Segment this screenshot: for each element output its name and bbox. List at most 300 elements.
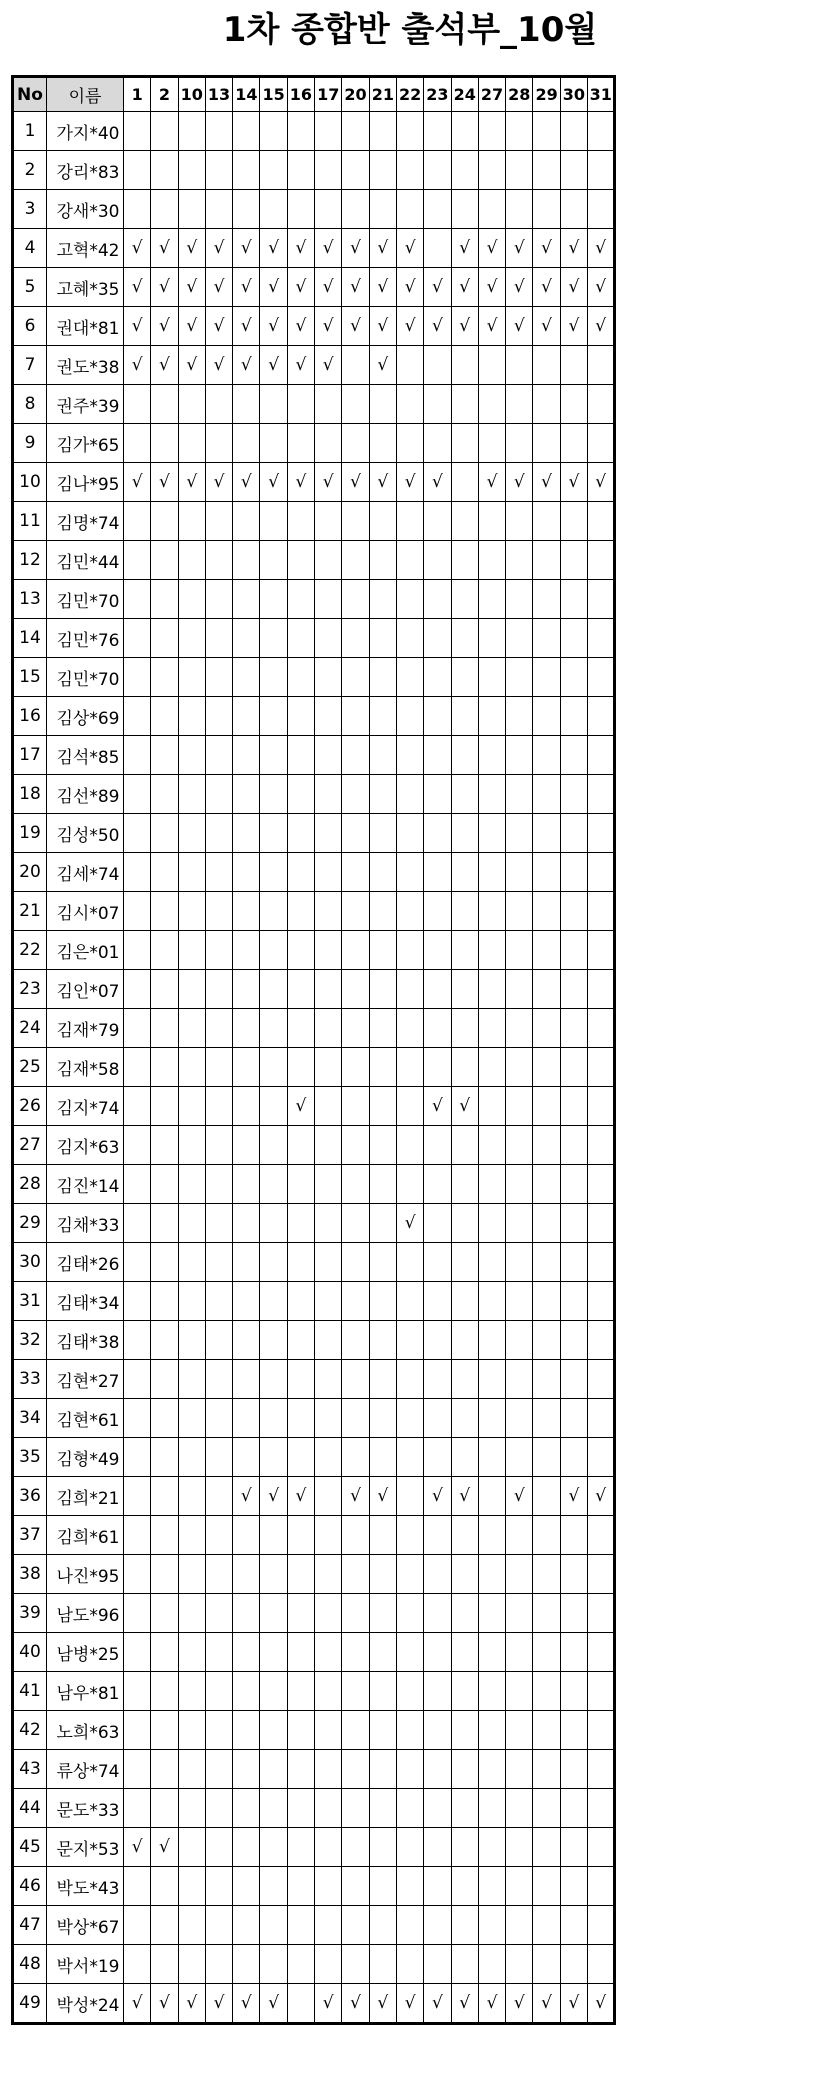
attendance-cell-28 [506,1594,533,1633]
attendance-cell-15 [260,190,287,229]
attendance-cell-13 [205,190,232,229]
attendance-cell-2 [151,424,178,463]
attendance-cell-1 [124,151,151,190]
attendance-cell-28 [506,1165,533,1204]
attendance-cell-16 [287,1048,314,1087]
attendance-cell-10 [178,1594,205,1633]
attendance-cell-30: √ [560,1984,587,2024]
attendance-cell-10 [178,1477,205,1516]
attendance-cell-29 [533,346,560,385]
table-row [13,1672,615,1711]
attendance-cell-31 [588,658,615,697]
attendance-cell-2 [151,970,178,1009]
attendance-cell-24 [451,385,478,424]
attendance-cell-22 [396,1438,423,1477]
attendance-cell-22 [396,1243,423,1282]
attendance-cell-16 [287,1633,314,1672]
attendance-cell-29 [533,580,560,619]
table-row [13,1945,615,1984]
attendance-cell-14 [233,892,260,931]
student-name: 김희*21 [47,1477,124,1516]
student-name: 남우*81 [47,1672,124,1711]
attendance-cell-31 [588,892,615,931]
attendance-cell-14 [233,1360,260,1399]
table-row [13,697,615,736]
attendance-cell-10 [178,775,205,814]
attendance-cell-24: √ [451,268,478,307]
attendance-cell-24 [451,1321,478,1360]
attendance-cell-13 [205,1048,232,1087]
row-number: 31 [13,1282,47,1321]
attendance-cell-1 [124,1477,151,1516]
attendance-cell-28 [506,1633,533,1672]
attendance-cell-30 [560,502,587,541]
attendance-cell-24 [451,424,478,463]
attendance-cell-24 [451,619,478,658]
attendance-cell-2 [151,697,178,736]
attendance-cell-16 [287,1711,314,1750]
table-row [13,580,615,619]
attendance-cell-14 [233,112,260,151]
attendance-cell-31 [588,1516,615,1555]
attendance-cell-14: √ [233,1984,260,2024]
attendance-cell-30 [560,1321,587,1360]
attendance-cell-15 [260,658,287,697]
attendance-cell-29 [533,1360,560,1399]
attendance-cell-29 [533,1282,560,1321]
student-name: 고혁*42 [47,229,124,268]
attendance-cell-23 [424,1321,451,1360]
table-row [13,268,615,307]
attendance-cell-10 [178,1282,205,1321]
attendance-cell-22 [396,775,423,814]
table-row [13,1126,615,1165]
attendance-cell-28 [506,190,533,229]
attendance-cell-24 [451,1594,478,1633]
attendance-cell-20 [342,1009,369,1048]
table-row [13,775,615,814]
student-name: 고혜*35 [47,268,124,307]
attendance-cell-10: √ [178,1984,205,2024]
attendance-cell-20 [342,541,369,580]
attendance-cell-31 [588,1282,615,1321]
header-day-2: 2 [151,77,178,112]
row-number: 29 [13,1204,47,1243]
attendance-cell-22: √ [396,268,423,307]
student-name: 김나*95 [47,463,124,502]
attendance-cell-20 [342,1282,369,1321]
attendance-cell-17 [315,1321,342,1360]
attendance-cell-20 [342,1555,369,1594]
attendance-cell-1 [124,112,151,151]
table-row [13,541,615,580]
attendance-cell-22 [396,1399,423,1438]
attendance-cell-27 [478,658,505,697]
attendance-cell-13 [205,1360,232,1399]
attendance-cell-23 [424,1594,451,1633]
attendance-cell-31 [588,580,615,619]
attendance-cell-2: √ [151,268,178,307]
attendance-cell-1 [124,658,151,697]
attendance-cell-30: √ [560,229,587,268]
attendance-cell-15 [260,1945,287,1984]
attendance-cell-31 [588,1321,615,1360]
attendance-cell-23 [424,229,451,268]
attendance-cell-2 [151,1555,178,1594]
attendance-cell-27 [478,1789,505,1828]
attendance-cell-20 [342,424,369,463]
attendance-cell-30 [560,1126,587,1165]
attendance-cell-17: √ [315,229,342,268]
attendance-cell-15 [260,1204,287,1243]
attendance-cell-2 [151,1243,178,1282]
attendance-cell-15 [260,1555,287,1594]
attendance-cell-31: √ [588,463,615,502]
attendance-cell-22 [396,970,423,1009]
attendance-cell-31: √ [588,1984,615,2024]
attendance-cell-23 [424,1633,451,1672]
header-no: No [13,77,47,112]
attendance-cell-20 [342,1321,369,1360]
attendance-cell-17 [315,1633,342,1672]
attendance-cell-20 [342,151,369,190]
attendance-cell-23: √ [424,268,451,307]
attendance-cell-17 [315,112,342,151]
table-row [13,1321,615,1360]
attendance-cell-15: √ [260,229,287,268]
attendance-cell-17 [315,580,342,619]
attendance-cell-31 [588,931,615,970]
row-number: 32 [13,1321,47,1360]
attendance-cell-28 [506,1750,533,1789]
attendance-cell-14 [233,1945,260,1984]
attendance-cell-20 [342,385,369,424]
table-row [13,1087,615,1126]
attendance-cell-2 [151,112,178,151]
row-number: 20 [13,853,47,892]
attendance-cell-14 [233,853,260,892]
attendance-cell-1: √ [124,1828,151,1867]
attendance-cell-10 [178,1399,205,1438]
attendance-cell-24 [451,1516,478,1555]
attendance-cell-15 [260,502,287,541]
attendance-cell-24 [451,1009,478,1048]
attendance-cell-29 [533,385,560,424]
attendance-cell-15 [260,1438,287,1477]
attendance-cell-31: √ [588,1477,615,1516]
attendance-cell-14: √ [233,463,260,502]
attendance-cell-28 [506,931,533,970]
attendance-cell-23 [424,1945,451,1984]
table-row [13,502,615,541]
attendance-cell-21 [369,1516,396,1555]
attendance-cell-1 [124,1126,151,1165]
attendance-cell-31 [588,424,615,463]
attendance-cell-16 [287,1165,314,1204]
table-row [13,619,615,658]
table-row [13,112,615,151]
attendance-cell-15 [260,1789,287,1828]
student-name: 김성*50 [47,814,124,853]
attendance-cell-16: √ [287,1087,314,1126]
attendance-cell-22 [396,502,423,541]
attendance-cell-17: √ [315,268,342,307]
attendance-cell-22 [396,1633,423,1672]
attendance-cell-31 [588,736,615,775]
attendance-cell-13: √ [205,229,232,268]
attendance-cell-27 [478,190,505,229]
attendance-cell-1: √ [124,1984,151,2024]
attendance-cell-27 [478,1828,505,1867]
attendance-cell-2 [151,814,178,853]
row-number: 45 [13,1828,47,1867]
attendance-cell-13 [205,1633,232,1672]
attendance-cell-22 [396,892,423,931]
attendance-cell-27 [478,1750,505,1789]
attendance-cell-16 [287,541,314,580]
attendance-cell-20 [342,1789,369,1828]
attendance-cell-30 [560,1399,587,1438]
attendance-cell-22 [396,346,423,385]
attendance-cell-17 [315,1477,342,1516]
attendance-cell-20 [342,1945,369,1984]
attendance-cell-10: √ [178,307,205,346]
attendance-cell-20 [342,1399,369,1438]
attendance-cell-13 [205,385,232,424]
row-number: 23 [13,970,47,1009]
attendance-cell-1 [124,1789,151,1828]
attendance-cell-31 [588,151,615,190]
attendance-cell-13 [205,775,232,814]
attendance-cell-22: √ [396,1984,423,2024]
attendance-cell-27 [478,1867,505,1906]
table-row [13,1906,615,1945]
attendance-cell-15 [260,1516,287,1555]
attendance-cell-31 [588,346,615,385]
attendance-cell-21 [369,1321,396,1360]
attendance-cell-21 [369,1009,396,1048]
attendance-cell-29 [533,1204,560,1243]
attendance-cell-30 [560,814,587,853]
table-row [13,1867,615,1906]
attendance-cell-23 [424,1360,451,1399]
attendance-cell-20 [342,112,369,151]
attendance-cell-28 [506,853,533,892]
row-number: 43 [13,1750,47,1789]
page-title: 1차 종합반 출석부_10월 [222,10,598,50]
attendance-cell-2 [151,1438,178,1477]
header-day-29: 29 [533,77,560,112]
attendance-cell-17 [315,1126,342,1165]
attendance-cell-30 [560,970,587,1009]
attendance-cell-23 [424,1399,451,1438]
attendance-cell-2 [151,1321,178,1360]
attendance-cell-21 [369,1087,396,1126]
attendance-cell-16: √ [287,268,314,307]
attendance-cell-28 [506,1438,533,1477]
attendance-cell-15 [260,619,287,658]
attendance-cell-30 [560,1048,587,1087]
attendance-cell-1 [124,1243,151,1282]
attendance-cell-15: √ [260,1984,287,2024]
attendance-cell-24: √ [451,229,478,268]
table-row [13,1243,615,1282]
attendance-cell-16 [287,1594,314,1633]
attendance-cell-31 [588,1438,615,1477]
student-name: 노희*63 [47,1711,124,1750]
attendance-cell-10 [178,619,205,658]
row-number: 30 [13,1243,47,1282]
attendance-cell-17 [315,1204,342,1243]
attendance-cell-2: √ [151,346,178,385]
attendance-cell-24 [451,1633,478,1672]
attendance-cell-20 [342,697,369,736]
attendance-cell-15: √ [260,1477,287,1516]
attendance-cell-14 [233,190,260,229]
attendance-cell-21 [369,931,396,970]
attendance-cell-17 [315,1945,342,1984]
attendance-cell-28 [506,1087,533,1126]
attendance-cell-10 [178,151,205,190]
attendance-cell-30 [560,1360,587,1399]
attendance-cell-29 [533,1672,560,1711]
attendance-cell-16 [287,190,314,229]
row-number: 3 [13,190,47,229]
attendance-cell-27 [478,1321,505,1360]
attendance-cell-16: √ [287,1477,314,1516]
attendance-cell-20 [342,1126,369,1165]
row-number: 9 [13,424,47,463]
attendance-cell-20 [342,1087,369,1126]
attendance-cell-27 [478,1711,505,1750]
attendance-cell-28 [506,112,533,151]
header-day-1: 1 [124,77,151,112]
attendance-cell-13 [205,424,232,463]
student-name: 김민*70 [47,658,124,697]
attendance-cell-31 [588,1828,615,1867]
attendance-cell-22: √ [396,229,423,268]
attendance-cell-28 [506,1945,533,1984]
attendance-cell-14 [233,1789,260,1828]
header-day-24: 24 [451,77,478,112]
attendance-cell-17 [315,1828,342,1867]
attendance-cell-28 [506,1906,533,1945]
attendance-table [11,75,616,2025]
attendance-cell-2 [151,658,178,697]
attendance-cell-29 [533,541,560,580]
student-name: 김상*69 [47,697,124,736]
attendance-cell-24 [451,970,478,1009]
table-row [13,307,615,346]
attendance-cell-2 [151,502,178,541]
table-row [13,931,615,970]
attendance-cell-28 [506,580,533,619]
header-day-20: 20 [342,77,369,112]
attendance-cell-31 [588,1711,615,1750]
attendance-cell-22 [396,1516,423,1555]
attendance-cell-29 [533,1594,560,1633]
attendance-cell-29: √ [533,307,560,346]
attendance-cell-24 [451,190,478,229]
attendance-cell-22 [396,190,423,229]
row-number: 49 [13,1984,47,2024]
attendance-cell-10: √ [178,229,205,268]
attendance-cell-22 [396,658,423,697]
attendance-cell-17 [315,502,342,541]
attendance-cell-20 [342,1204,369,1243]
attendance-cell-10 [178,1321,205,1360]
attendance-cell-2 [151,931,178,970]
attendance-cell-13 [205,853,232,892]
row-number: 1 [13,112,47,151]
table-row [13,346,615,385]
attendance-cell-27: √ [478,307,505,346]
attendance-cell-30 [560,1633,587,1672]
attendance-cell-16 [287,619,314,658]
attendance-cell-2 [151,1009,178,1048]
attendance-cell-17 [315,1048,342,1087]
table-row [13,190,615,229]
attendance-cell-17 [315,1789,342,1828]
attendance-cell-10 [178,1087,205,1126]
attendance-cell-13 [205,970,232,1009]
attendance-cell-30 [560,1945,587,1984]
attendance-cell-30 [560,1672,587,1711]
attendance-cell-27 [478,814,505,853]
student-name: 권도*38 [47,346,124,385]
attendance-cell-29 [533,931,560,970]
attendance-cell-20 [342,853,369,892]
attendance-cell-13 [205,1399,232,1438]
attendance-cell-20: √ [342,307,369,346]
attendance-cell-10 [178,736,205,775]
attendance-cell-1 [124,1165,151,1204]
attendance-cell-16 [287,1321,314,1360]
attendance-cell-1 [124,892,151,931]
attendance-cell-24 [451,658,478,697]
attendance-cell-21 [369,814,396,853]
attendance-cell-28 [506,151,533,190]
attendance-cell-30 [560,1087,587,1126]
attendance-cell-2 [151,1048,178,1087]
attendance-cell-28 [506,1009,533,1048]
attendance-cell-10 [178,190,205,229]
attendance-cell-13 [205,1867,232,1906]
attendance-cell-30 [560,931,587,970]
attendance-cell-2 [151,1282,178,1321]
attendance-cell-27 [478,1282,505,1321]
attendance-cell-2 [151,580,178,619]
header-day-23: 23 [424,77,451,112]
attendance-cell-2: √ [151,463,178,502]
attendance-cell-31 [588,385,615,424]
attendance-cell-24: √ [451,1087,478,1126]
attendance-cell-13: √ [205,1984,232,2024]
attendance-cell-14 [233,931,260,970]
attendance-cell-14 [233,1399,260,1438]
attendance-cell-21 [369,151,396,190]
attendance-cell-1 [124,1516,151,1555]
attendance-cell-27 [478,151,505,190]
attendance-cell-30 [560,1867,587,1906]
attendance-cell-15: √ [260,463,287,502]
attendance-cell-28 [506,697,533,736]
attendance-cell-13 [205,1828,232,1867]
table-row [13,1477,615,1516]
attendance-cell-16 [287,931,314,970]
attendance-cell-1 [124,1438,151,1477]
attendance-cell-1 [124,502,151,541]
